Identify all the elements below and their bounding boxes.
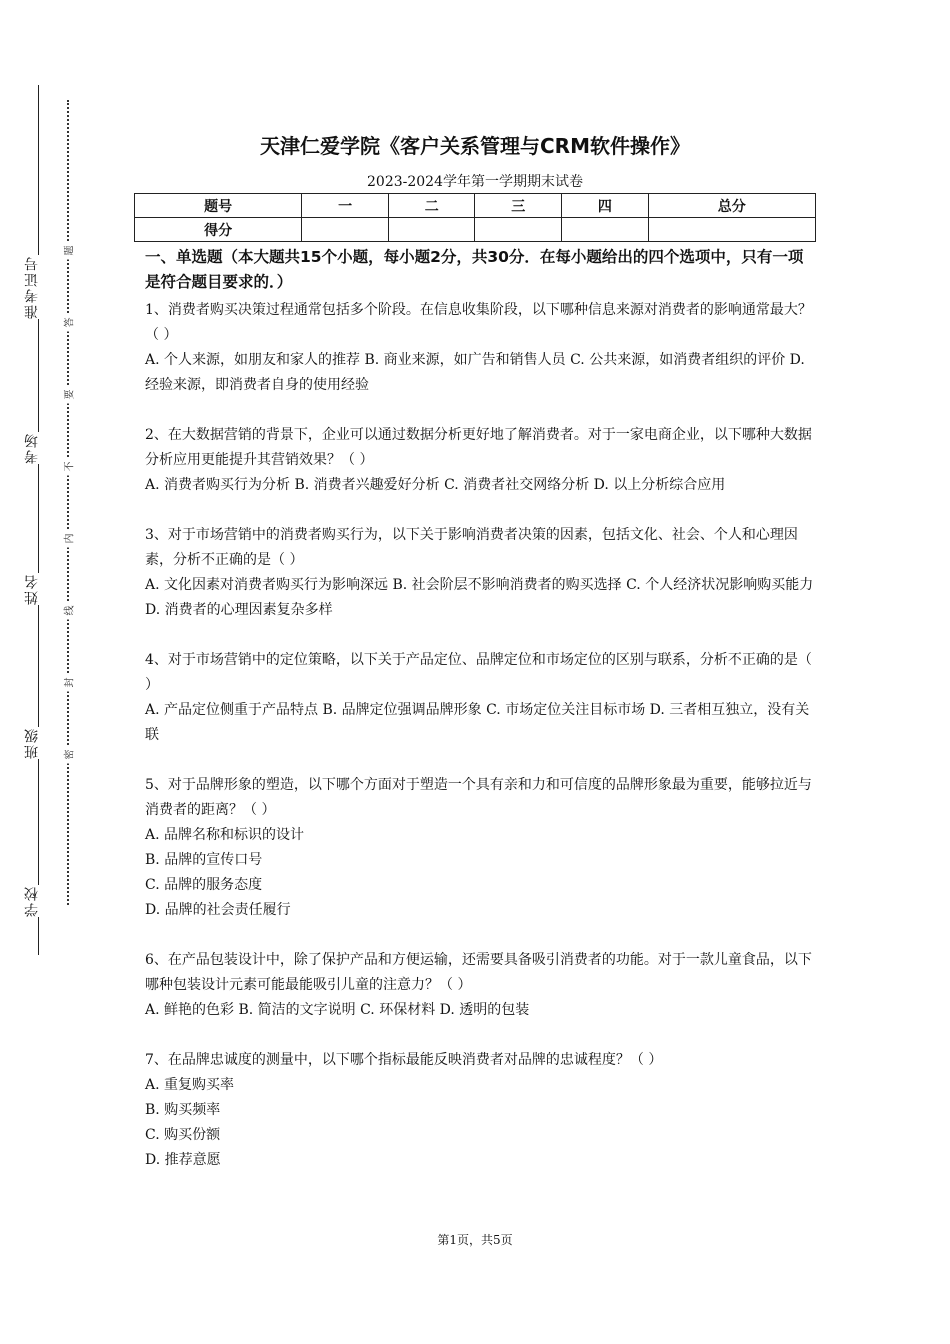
- option-c: C. 品牌的服务态度: [145, 877, 263, 893]
- option-a: A. 品牌名称和标识的设计: [145, 827, 305, 843]
- school-label: 学校: [20, 885, 44, 917]
- score-table-score-row: [135, 218, 816, 242]
- question-options: A. 文化因素对消费者购买行为影响深远 B. 社会阶层不影响消费者的购买选择 C. 个人经济状况影响购买能力 D. 消费者的心理因素复杂多样: [145, 577, 814, 618]
- score-cell[interactable]: [562, 218, 649, 242]
- question-stem: 5、对于品牌形象的塑造，以下哪个方面对于塑造一个具有亲和力和可信度的品牌形象最为重要，能够拉近与消费者的距离？（ ）: [145, 777, 812, 818]
- exam-content: [145, 245, 815, 1198]
- question-5: [145, 773, 815, 923]
- seal-char: 不: [61, 458, 76, 476]
- score-cell[interactable]: [388, 218, 475, 242]
- question-stem: 7、在品牌忠诚度的测量中，以下哪个指标最能反映消费者对品牌的忠诚程度？（ ）: [145, 1052, 663, 1068]
- option-b: B. 购买频率: [145, 1102, 221, 1118]
- question-options: A. 个人来源，如朋友和家人的推荐 B. 商业来源，如广告和销售人员 C. 公共来源，如消费者组织的评价 D. 经验来源，即消费者自身的使用经验: [145, 352, 805, 393]
- score-cell[interactable]: [475, 218, 562, 242]
- question-options: A. 产品定位侧重于产品特点 B. 品牌定位强调品牌形象 C. 市场定位关注目标市场 D. 三者相互独立，没有关联: [145, 702, 810, 743]
- question-stem: 1、消费者购买决策过程通常包括多个阶段。在信息收集阶段，以下哪种信息来源对消费者的影响通常最大？（ ）: [145, 302, 812, 343]
- seal-char: 内: [61, 530, 76, 548]
- question-3: [145, 523, 815, 623]
- binding-line: [38, 85, 39, 955]
- question-options: A. 鲜艳的色彩 B. 简洁的文字说明 C. 环保材料 D. 透明的包装: [145, 1002, 530, 1018]
- seal-char: 答: [61, 314, 76, 332]
- exam-room-label: 考场: [20, 432, 44, 464]
- question-7: [145, 1048, 815, 1173]
- score-table-header-row: [135, 194, 816, 218]
- option-d: D. 推荐意愿: [145, 1152, 221, 1168]
- option-b: B. 品牌的宣传口号: [145, 852, 263, 868]
- exam-title: 天津仁爱学院《客户关系管理与CRM软件操作》: [260, 134, 690, 158]
- class-label: 班级: [20, 727, 44, 759]
- question-4: [145, 648, 815, 748]
- seal-char: 密: [61, 746, 76, 764]
- seal-char: 题: [61, 242, 76, 260]
- option-a: A. 重复购买率: [145, 1077, 235, 1093]
- option-c: C. 购买份额: [145, 1127, 221, 1143]
- question-stem: 6、在产品包装设计中，除了保护产品和方便运输，还需要具备吸引消费者的功能。对于一款儿童食品，以下哪种包装设计元素可能最能吸引儿童的注意力？（ ）: [145, 952, 812, 993]
- section-heading: 一、单选题（本大题共15个小题，每小题2分，共30分．在每小题给出的四个选项中，只有一项是符合题目要求的．）: [145, 248, 804, 291]
- page-footer: 第1页，共5页: [437, 1233, 513, 1247]
- seal-char: 要: [61, 386, 76, 404]
- score-header-cell: 四: [562, 194, 649, 218]
- score-header-cell: 二: [388, 194, 475, 218]
- score-header-cell: 题号: [135, 194, 302, 218]
- score-header-cell: 三: [475, 194, 562, 218]
- question-6: [145, 948, 815, 1023]
- question-stem: 4、对于市场营销中的定位策略，以下关于产品定位、品牌定位和市场定位的区别与联系，分析不正确的是（ ）: [145, 652, 812, 693]
- score-table: [134, 193, 816, 242]
- name-label: 姓名: [20, 573, 44, 605]
- question-1: [145, 298, 815, 398]
- seal-char: 封: [61, 674, 76, 692]
- question-stem: 3、对于市场营销中的消费者购买行为，以下关于影响消费者决策的因素，包括文化、社会、个人和心理因素，分析不正确的是（ ）: [145, 527, 798, 568]
- exam-subtitle: 2023-2024学年第一学期期末试卷: [367, 174, 583, 190]
- binding-dotted-line: [67, 100, 69, 905]
- question-options: A. 消费者购买行为分析 B. 消费者兴趣爱好分析 C. 消费者社交网络分析 D. 以上分析综合应用: [145, 477, 726, 493]
- score-header-cell: 一: [302, 194, 389, 218]
- score-cell[interactable]: [302, 218, 389, 242]
- score-cell[interactable]: [648, 218, 815, 242]
- question-2: [145, 423, 815, 498]
- exam-number-label: 准考证号: [20, 255, 44, 319]
- question-stem: 2、在大数据营销的背景下，企业可以通过数据分析更好地了解消费者。对于一家电商企业，以下哪种大数据分析应用更能提升其营销效果？（ ）: [145, 427, 812, 468]
- option-d: D. 品牌的社会责任履行: [145, 902, 291, 918]
- score-header-cell: 总分: [648, 194, 815, 218]
- seal-char: 线: [61, 602, 76, 620]
- score-row-label: 得分: [135, 218, 302, 242]
